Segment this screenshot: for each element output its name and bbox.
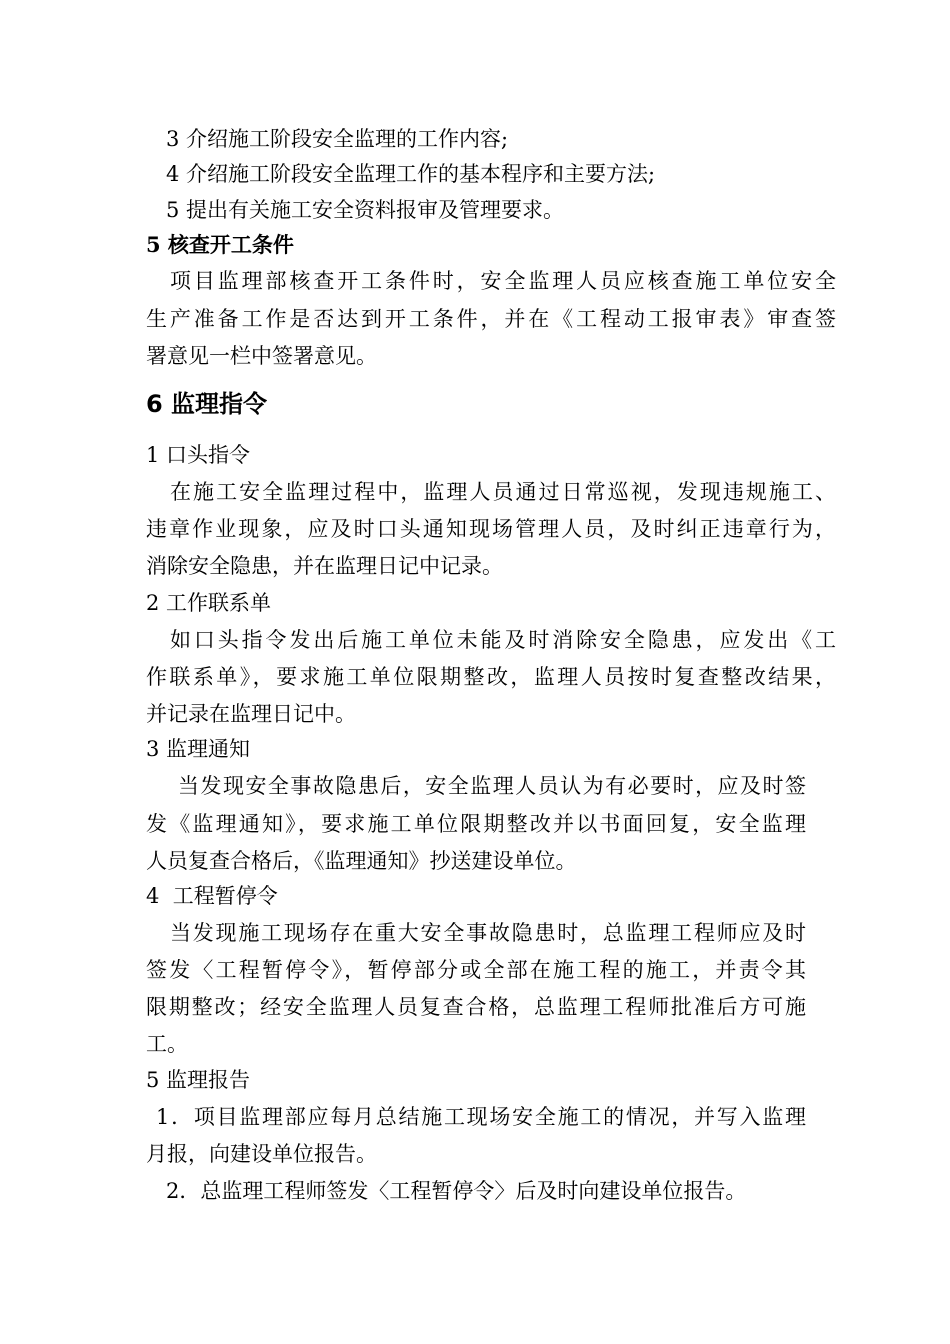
paragraph-line: 如口头指令发出后施工单位未能及时消除安全隐患，应发出《工 xyxy=(170,628,836,652)
subheading: 4 工程暂停令 xyxy=(146,884,278,908)
paragraph-line: 工。 xyxy=(146,1032,188,1056)
list-item: 2．总监理工程师签发〈工程暂停令〉后及时向建设单位报告。 xyxy=(166,1179,747,1203)
paragraph-line: 在施工安全监理过程中，监理人员通过日常巡视，发现违规施工、 xyxy=(170,480,836,504)
paragraph-line: 人员复查合格后，《监理通知》抄送建设单位。 xyxy=(146,849,577,873)
paragraph-line: 发《监理通知》，要求施工单位限期整改并以书面回复，安全监理 xyxy=(146,812,806,836)
list-item: 1．项目监理部应每月总结施工现场安全施工的情况，并写入监理 xyxy=(156,1105,806,1129)
paragraph-line: 署意见一栏中签署意见。 xyxy=(146,344,377,368)
paragraph-line: 当发现施工现场存在重大安全事故隐患时，总监理工程师应及时 xyxy=(170,921,806,945)
subheading: 2 工作联系单 xyxy=(146,591,272,615)
paragraph-line: 限期整改；经安全监理人员复查合格，总监理工程师批准后方可施 xyxy=(146,995,806,1019)
paragraph-line: 违章作业现象，应及时口头通知现场管理人员，及时纠正违章行为， xyxy=(146,517,836,541)
list-item: 月报，向建设单位报告。 xyxy=(146,1142,377,1166)
subheading: 1 口头指令 xyxy=(146,443,251,467)
paragraph-line: 并记录在监理日记中。 xyxy=(146,702,356,726)
paragraph-line: 生产准备工作是否达到开工条件，并在《工程动工报审表》审查签 xyxy=(146,307,836,331)
paragraph-line: 当发现安全事故隐患后，安全监理人员认为有必要时，应及时签 xyxy=(178,774,806,798)
list-item: 3 介绍施工阶段安全监理的工作内容; xyxy=(166,127,509,151)
list-item: 5 提出有关施工安全资料报审及管理要求。 xyxy=(166,198,565,222)
paragraph-line: 消除安全隐患，并在监理日记中记录。 xyxy=(146,554,503,578)
paragraph-line: 项目监理部核查开工条件时，安全监理人员应核查施工单位安全 xyxy=(170,269,836,293)
subheading: 3 监理通知 xyxy=(146,737,251,761)
subheading: 5 监理报告 xyxy=(146,1068,251,1092)
section-heading: 5 核查开工条件 xyxy=(146,232,294,257)
paragraph-line: 作联系单》，要求施工单位限期整改，监理人员按时复查整改结果， xyxy=(146,665,836,689)
section-heading: 6 监理指令 xyxy=(146,390,268,418)
paragraph-line: 签发〈工程暂停令》，暂停部分或全部在施工程的施工，并责令其 xyxy=(146,958,806,982)
list-item: 4 介绍施工阶段安全监理工作的基本程序和主要方法; xyxy=(166,162,656,186)
